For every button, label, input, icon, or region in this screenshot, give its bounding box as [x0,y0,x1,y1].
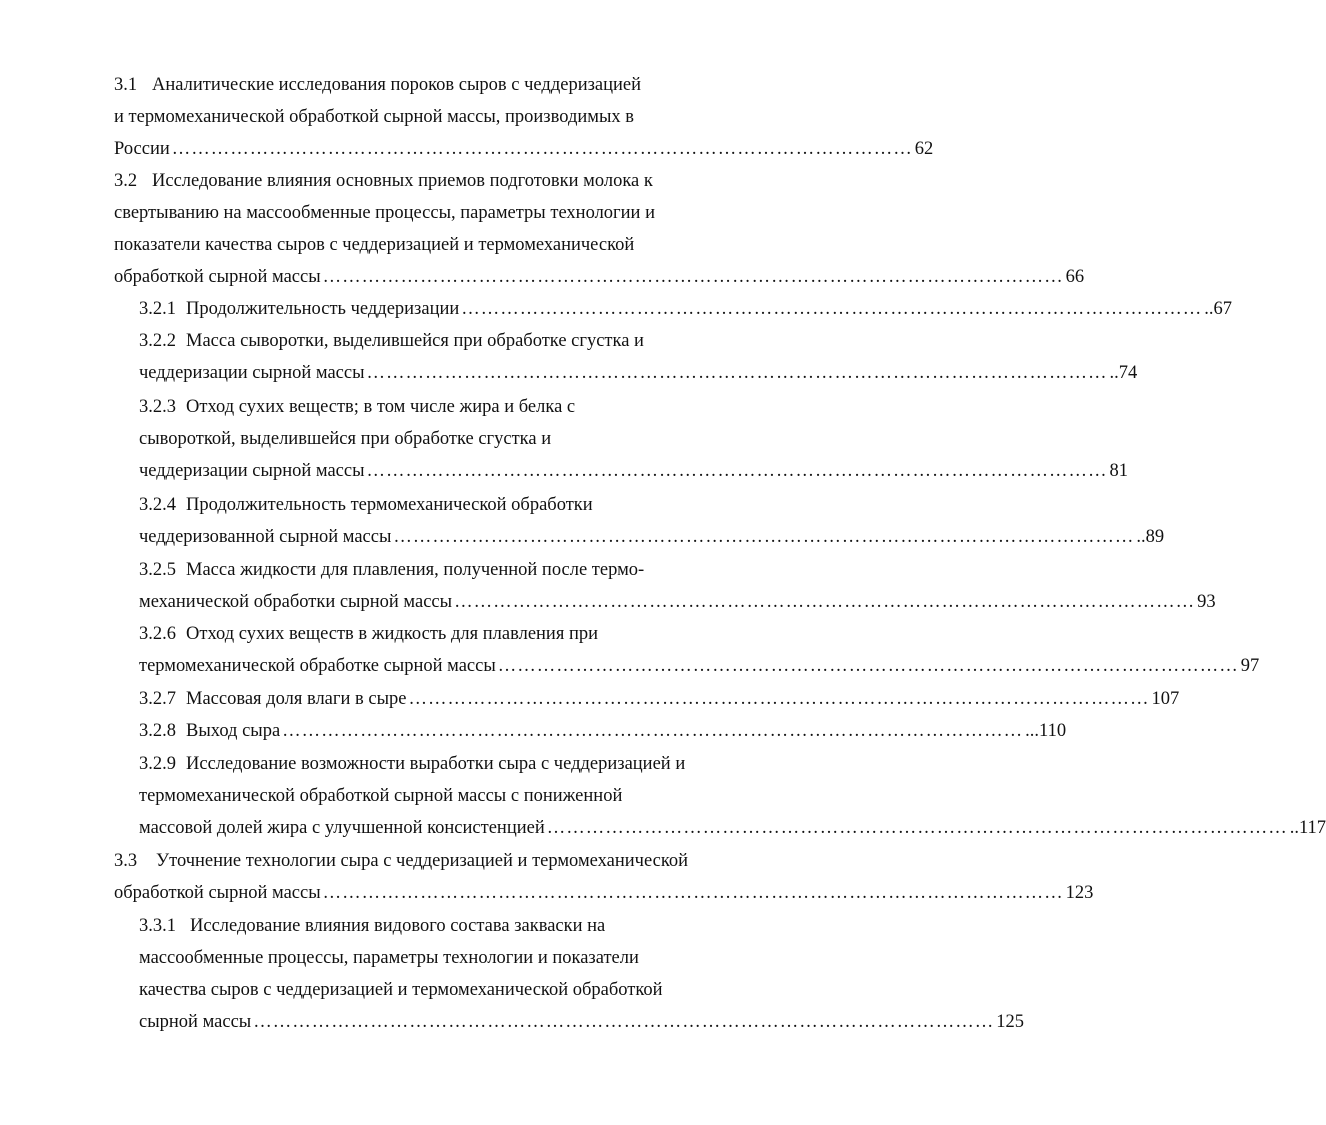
toc-entry-3-3[interactable] [114,845,1094,909]
toc-number: 3.1 [114,75,138,95]
toc-title-last: обработкой сырной массы [114,883,321,903]
toc-title-line: свертыванию на массообменные процессы, параметры технологии и [114,203,655,223]
toc-title-last: механической обработки сырной массы [139,592,453,612]
toc-entry-3-1[interactable] [114,69,934,165]
toc-entry-3-2-2[interactable] [139,325,1138,389]
toc-number: 3.2.2 [139,331,176,351]
toc-last-line [139,521,1165,553]
toc-page-number: 107 [1151,689,1180,709]
toc-title-last: Выход сыра [186,721,281,741]
toc-title-line: термомеханической обработкой сырной массы с пониженной [139,786,623,806]
toc-page-number: 81 [1109,461,1129,481]
toc-number: 3.2.1 [139,299,176,319]
toc-page-number: 93 [1197,592,1216,612]
toc-last-line [114,261,1085,293]
toc-title-line: Исследование влияния основных приемов подготовки молока к [152,171,653,191]
toc-entry-3-2-9[interactable] [139,748,1326,844]
toc-page-number: ..117 [1289,818,1326,838]
toc-title-line: Аналитические исследования пороков сыров с чеддеризацией [152,75,642,95]
toc-title-last: чеддеризованной сырной массы [139,527,392,547]
toc-line [139,489,685,521]
toc-entry-3-2-6[interactable] [139,618,1260,682]
toc-page-number: ..89 [1136,527,1165,547]
toc-leader-dots: …………………………………………………………………………………………………… [497,656,1239,676]
toc-leader-dots: …………………………………………………………………………………………………… [454,592,1196,612]
toc-number: 3.2 [114,171,138,191]
toc-entry-3-2[interactable] [114,165,1085,293]
toc-page-number: ..67 [1204,299,1233,319]
toc-title-last: Массовая доля влаги в сыре [186,689,407,709]
toc-title-line: Масса сыворотки, выделившейся при обработке сгустка и [186,331,644,351]
toc-entry-3-2-8[interactable] [139,715,1067,747]
toc-leader-dots: …………………………………………………………………………………………………… [393,527,1135,547]
toc-number: 3.3 [114,851,138,871]
toc-page-number: 97 [1240,656,1260,676]
toc-last-line [139,357,1138,389]
toc-title-line: Исследование возможности выработки сыра с чеддеризацией и [186,754,686,774]
toc-last-line [139,293,1233,325]
toc-title-last: чеддеризации сырной массы [139,461,365,481]
toc-number: 3.3.1 [139,916,176,936]
toc-number: 3.2.9 [139,754,176,774]
toc-title-line: и термомеханической обработкой сырной массы, производимых в [114,107,635,127]
toc-page-number: 62 [914,139,934,159]
toc-leader-dots: …………………………………………………………………………………………………… [366,363,1108,383]
toc-entry-3-2-1[interactable] [139,293,1233,325]
toc-title-last: сырной массы [139,1012,252,1032]
toc-last-line [114,877,1094,909]
toc-title-last: России [114,139,170,159]
toc-entry-3-3-1[interactable] [139,910,1024,1038]
toc-leader-dots: …………………………………………………………………………………………………… [546,818,1288,838]
toc-last-line [114,133,934,165]
toc-page-number: 66 [1065,267,1085,287]
toc-number: 3.2.7 [139,689,176,709]
toc-title-line: Продолжительность термомеханической обработки [186,495,593,515]
toc-last-line [139,1006,1024,1038]
toc-line [139,325,702,357]
toc-last-line [139,455,1129,487]
toc-leader-dots: …………………………………………………………………………………………………… [322,883,1064,903]
toc-title-last: массовой долей жира с улучшенной консистенцией [139,818,545,838]
toc-last-line [139,650,1260,682]
toc-leader-dots: …………………………………………………………………………………………………… [253,1012,995,1032]
toc-last-line [139,812,1326,844]
toc-last-line [139,683,1180,715]
toc-leader-dots: …………………………………………………………………………………………………… [408,689,1150,709]
toc-leader-dots: …………………………………………………………………………………………………… [322,267,1064,287]
toc-number: 3.2.4 [139,495,176,515]
toc-title-line: Отход сухих веществ в жидкость для плавления при [186,624,599,644]
toc-title-line: Масса жидкости для плавления, полученной после термо- [186,560,645,580]
toc-title-line: качества сыров с чеддеризацией и термомеханической обработкой [139,980,663,1000]
toc-title-last: термомеханической обработке сырной массы [139,656,496,676]
toc-page-number: ..74 [1109,363,1138,383]
toc-leader-dots: …………………………………………………………………………………………………… [282,721,1024,741]
toc-number: 3.2.3 [139,397,176,417]
toc-entry-3-2-5[interactable] [139,554,1216,618]
toc-title-last: чеддеризации сырной массы [139,363,365,383]
toc-title-line: Исследование влияния видового состава закваски на [190,916,606,936]
toc-title-line: показатели качества сыров с чеддеризацией и термомеханической [114,235,635,255]
toc-leader-dots: …………………………………………………………………………………………………… [366,461,1108,481]
toc-line [114,165,698,197]
toc-title-line: массообменные процессы, параметры технологии и показатели [139,948,639,968]
toc-line [139,683,406,715]
toc-line [139,391,687,423]
toc-title-line: Уточнение технологии сыра с чеддеризацией и термомеханической [156,851,689,871]
toc-line [139,293,459,325]
toc-title-line: сывороткой, выделившейся при обработке сгустка и [139,429,552,449]
toc-line [114,845,692,877]
toc-line [139,618,688,650]
toc-title-line: Отход сухих веществ; в том числе жира и белка с [186,397,576,417]
toc-line [139,910,694,942]
toc-entry-3-2-4[interactable] [139,489,1165,553]
toc-line [139,554,689,586]
toc-last-line [139,586,1216,618]
toc-last-line [139,715,1067,747]
toc-page-number: 123 [1065,883,1094,903]
toc-page-number: ...110 [1025,721,1067,741]
toc-line [139,715,280,747]
toc-entry-3-2-3[interactable] [139,391,1129,487]
toc-page-number: 125 [996,1012,1024,1032]
toc-number: 3.2.6 [139,624,176,644]
toc-number: 3.2.5 [139,560,176,580]
toc-title-last: Продолжительность чеддеризации [186,299,460,319]
toc-leader-dots: …………………………………………………………………………………………………… [171,139,913,159]
toc-line [139,748,698,780]
toc-entry-3-2-7[interactable] [139,683,1180,715]
toc-line [114,69,698,101]
toc-title-last: обработкой сырной массы [114,267,321,287]
toc-number: 3.2.8 [139,721,176,741]
toc-leader-dots: …………………………………………………………………………………………………… [461,299,1203,319]
